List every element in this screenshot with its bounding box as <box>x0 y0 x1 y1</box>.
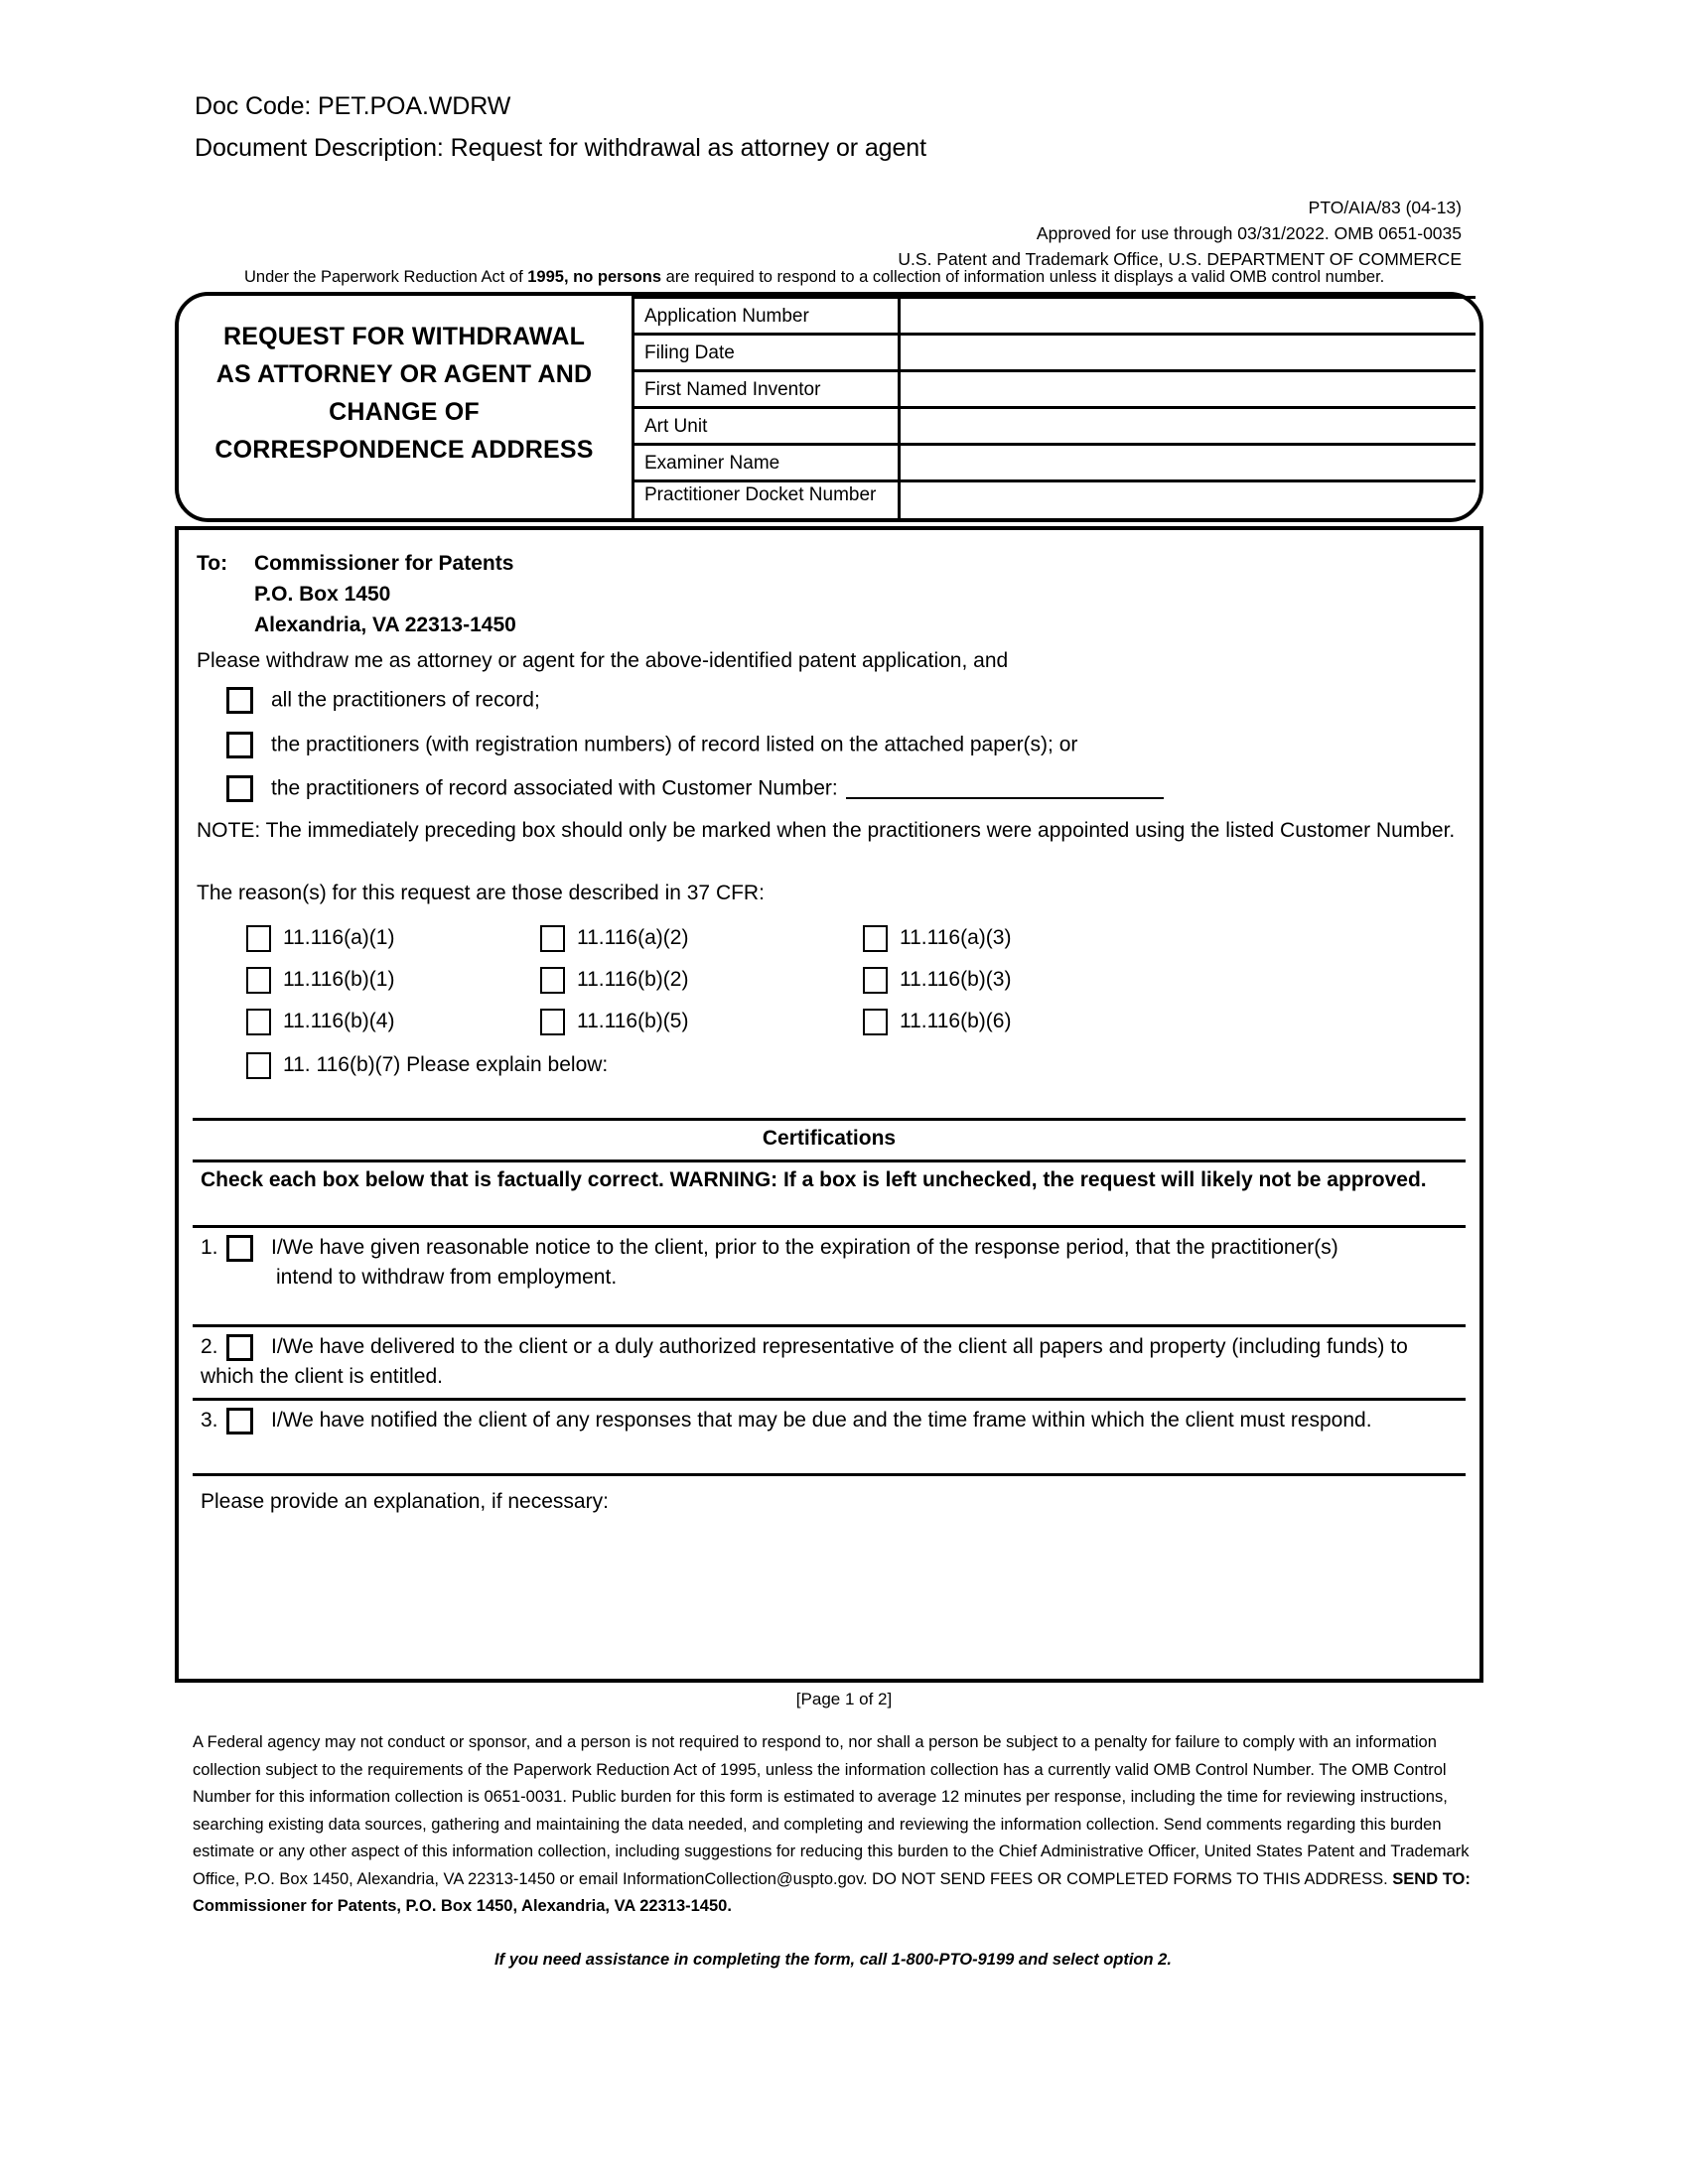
divider-above-cert-2 <box>193 1324 1466 1327</box>
field-label-practitioner-docket-number: Practitioner Docket Number <box>634 482 901 521</box>
customer-number-input[interactable] <box>846 777 1164 799</box>
reason-label: 11.116(b)(2) <box>577 968 689 991</box>
footer-paragraph: A Federal agency may not conduct or sponsor, and a person is not required to respond to, nor shall a person be subject to a penalty for failure to comply with an information collection subject to the requirements of the Paperwork Reduction Act of 1995, unless the information collection has a currently valid OMB Control Number. The OMB Control Number for this information collection is 0651-0031. Public burden for this form is estimated to average 12 minutes per response, including the time for reviewing instructions, searching existing data sources, gathering and maintaining the data needed, and completing and reviewing the information collection. Send comments regarding this burden estimate or any other aspect of this information collection, including suggestions for reducing this burden to the Chief Administrative Officer, United States Patent and Trademark Office, P.O. Box 1450, Alexandria, VA 22313-1450 or email InformationCollection@uspto.gov. DO NOT SEND FEES OR COMPLETED FORMS TO THIS ADDRESS. <box>193 1733 1470 1888</box>
customer-number-note: NOTE: The immediately preceding box should only be marked when the practitioners were appointed using the listed Customer Number. <box>197 819 1456 842</box>
table-row <box>634 372 1476 409</box>
to-line-1 <box>197 548 516 579</box>
divider-above-cert-3 <box>193 1398 1466 1401</box>
omb-header-block <box>898 195 1462 272</box>
form-title <box>191 318 618 469</box>
checkbox-11-116-b-1[interactable] <box>246 967 271 994</box>
form-body-box <box>175 526 1483 1683</box>
checkbox-11-116-b-3[interactable] <box>863 967 888 994</box>
field-value-art-unit[interactable] <box>901 409 1476 443</box>
pra-suffix: are required to respond to a collection of information unless it displays a valid OMB control number. <box>661 268 1385 286</box>
reason-11-116-b-3[interactable] <box>848 967 1174 994</box>
certification-text: I/We have given reasonable notice to the client, prior to the expiration of the response period, that the practitioner(s) <box>271 1236 1338 1259</box>
form-title-line-1: REQUEST FOR WITHDRAWAL <box>222 323 586 350</box>
certifications-heading: Certifications <box>762 1127 897 1150</box>
checkbox-11-116-b-7[interactable] <box>246 1052 271 1079</box>
omb-approved-line: Approved for use through 03/31/2022. OMB 0651-0035 <box>1036 223 1462 243</box>
reason-label: 11.116(b)(4) <box>283 1010 395 1032</box>
table-row <box>634 296 1476 336</box>
divider-above-explanation <box>193 1473 1466 1476</box>
certification-text: I/We have notified the client of any responses that may be due and the time frame within which the client must respond. <box>271 1409 1372 1432</box>
field-value-first-named-inventor[interactable] <box>901 372 1476 406</box>
pra-prefix: Under the Paperwork Reduction Act of <box>244 268 528 286</box>
table-row <box>634 482 1476 521</box>
checkbox-11-116-a-1[interactable] <box>246 925 271 952</box>
withdraw-option-2-label: the practitioners (with registration numbers) of record listed on the attached paper(s); or <box>271 733 1078 756</box>
table-row <box>634 409 1476 446</box>
reasons-row <box>197 1001 1428 1042</box>
reasons-checkbox-grid <box>197 917 1428 1088</box>
reason-label: 11.116(b)(3) <box>900 968 1012 991</box>
withdraw-option-1[interactable] <box>197 686 540 714</box>
table-row <box>634 446 1476 482</box>
form-title-line-2: AS ATTORNEY OR AGENT AND <box>215 360 593 388</box>
withdraw-option-2[interactable] <box>197 731 1077 758</box>
explanation-prompt: Please provide an explanation, if necessary: <box>201 1490 609 1513</box>
document-code-header <box>195 85 926 169</box>
certification-number: 1. <box>201 1236 218 1259</box>
reason-label: 11. 116(b)(7) Please explain below: <box>283 1053 609 1076</box>
reasons-row <box>197 959 1428 1001</box>
certifications-warning: Check each box below that is factually correct. WARNING: If a box is left unchecked, the request will likely not be approved. <box>201 1168 1427 1191</box>
reason-label: 11.116(a)(2) <box>577 926 689 949</box>
assistance-line: If you need assistance in completing the form, call 1-800-PTO-9199 and select option 2. <box>494 1950 1172 1969</box>
privacy-act-footer <box>193 1729 1474 1974</box>
uspto-office-line: U.S. Patent and Trademark Office, U.S. DEPARTMENT OF COMMERCE <box>898 249 1462 269</box>
withdraw-option-1-label: all the practitioners of record; <box>271 688 540 712</box>
checkbox-11-116-a-3[interactable] <box>863 925 888 952</box>
form-number: PTO/AIA/83 (04-13) <box>1308 198 1462 217</box>
page-number-label: [Page 1 of 2] <box>795 1690 893 1708</box>
field-value-practitioner-docket-number[interactable] <box>901 482 1476 521</box>
pra-bold: 1995, no persons <box>527 268 662 286</box>
reason-label: 11.116(a)(1) <box>283 926 395 949</box>
reason-label: 11.116(b)(5) <box>577 1010 689 1032</box>
reason-11-116-b-7[interactable] <box>197 1042 1428 1088</box>
checkbox-certification-2[interactable] <box>226 1334 253 1361</box>
checkbox-11-116-a-2[interactable] <box>540 925 565 952</box>
certification-item-1[interactable] <box>201 1233 1454 1293</box>
reason-11-116-a-2[interactable] <box>522 925 848 952</box>
checkbox-certification-1[interactable] <box>226 1235 253 1262</box>
checkbox-11-116-b-2[interactable] <box>540 967 565 994</box>
reason-11-116-b-2[interactable] <box>522 967 848 994</box>
checkbox-11-116-b-4[interactable] <box>246 1009 271 1035</box>
paperwork-reduction-act-notice <box>244 266 1472 288</box>
reason-11-116-b-1[interactable] <box>197 967 522 994</box>
checkbox-listed-practitioners[interactable] <box>226 732 253 758</box>
field-label-filing-date: Filing Date <box>634 336 901 369</box>
certification-text-continued: intend to withdraw from employment. <box>276 1266 618 1289</box>
doc-code-line: Doc Code: PET.POA.WDRW <box>195 92 511 120</box>
withdraw-option-3[interactable] <box>197 774 1164 802</box>
divider-above-cert-1 <box>193 1225 1466 1228</box>
field-label-examiner-name: Examiner Name <box>634 446 901 479</box>
certification-text: I/We have delivered to the client or a duly authorized representative of the client all papers and property (including funds) to which the client is entitled. <box>201 1335 1408 1388</box>
field-value-application-number[interactable] <box>901 299 1476 333</box>
certification-item-2[interactable] <box>201 1332 1454 1392</box>
checkbox-all-practitioners[interactable] <box>226 687 253 714</box>
reason-11-116-b-4[interactable] <box>197 1009 522 1035</box>
reason-11-116-b-6[interactable] <box>848 1009 1174 1035</box>
withdraw-request-lead: Please withdraw me as attorney or agent for the above-identified patent application, and <box>197 649 1009 672</box>
checkbox-customer-number-practitioners[interactable] <box>226 775 253 802</box>
checkbox-certification-3[interactable] <box>226 1408 253 1434</box>
reason-label: 11.116(a)(3) <box>900 926 1012 949</box>
form-title-line-3: CHANGE OF <box>329 398 480 426</box>
reason-label: 11.116(b)(6) <box>900 1010 1012 1032</box>
addressee-city-state-zip: Alexandria, VA 22313-1450 <box>254 614 516 636</box>
doc-description-line: Document Description: Request for withdrawal as attorney or agent <box>195 134 926 162</box>
field-value-filing-date[interactable] <box>901 336 1476 369</box>
checkbox-11-116-b-5[interactable] <box>540 1009 565 1035</box>
application-info-table <box>632 296 1476 518</box>
addressee-name: Commissioner for Patents <box>254 552 514 575</box>
field-value-examiner-name[interactable] <box>901 446 1476 479</box>
field-label-first-named-inventor: First Named Inventor <box>634 372 901 406</box>
field-label-application-number: Application Number <box>634 299 901 333</box>
certification-number: 2. <box>201 1335 218 1358</box>
form-title-line-4: CORRESPONDENCE ADDRESS <box>214 436 594 464</box>
reason-label: 11.116(b)(1) <box>283 968 395 991</box>
addressee-block <box>197 548 516 640</box>
reasons-row <box>197 917 1428 959</box>
withdraw-option-3-label: the practitioners of record associated with Customer Number: <box>271 776 838 800</box>
field-label-art-unit: Art Unit <box>634 409 901 443</box>
addressee-po-box: P.O. Box 1450 <box>254 583 391 606</box>
divider-below-certifications-heading <box>193 1160 1466 1162</box>
divider-above-certifications <box>193 1118 1466 1121</box>
to-label: To: <box>197 552 228 575</box>
reasons-lead: The reason(s) for this request are those described in 37 CFR: <box>197 882 765 904</box>
reason-11-116-b-5[interactable] <box>522 1009 848 1035</box>
checkbox-11-116-b-6[interactable] <box>863 1009 888 1035</box>
certification-item-3[interactable] <box>201 1406 1454 1435</box>
footer-send-to: SEND TO: Commissioner for Patents, P.O. Box 1450, Alexandria, VA 22313-1450. <box>193 1869 1471 1915</box>
table-row <box>634 336 1476 372</box>
reason-11-116-a-3[interactable] <box>848 925 1174 952</box>
reason-11-116-a-1[interactable] <box>197 925 522 952</box>
certification-number: 3. <box>201 1409 218 1432</box>
form-header-box <box>175 292 1483 522</box>
